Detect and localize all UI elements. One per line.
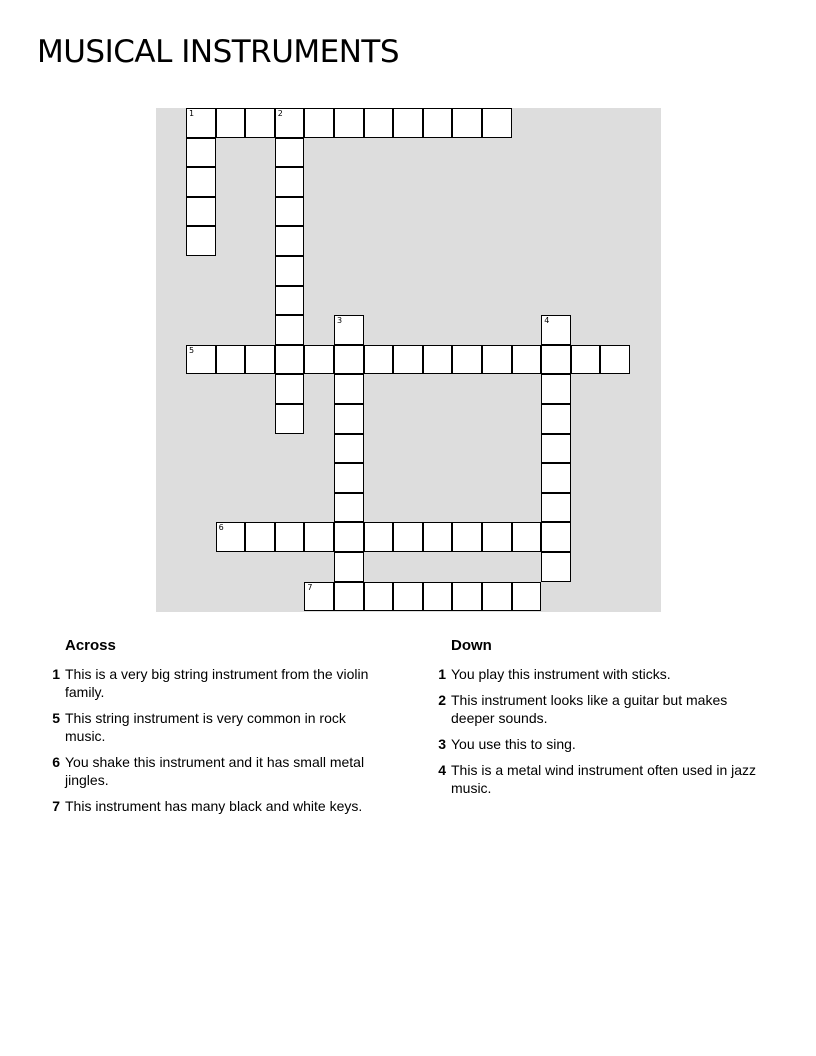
- grid-cell[interactable]: [482, 582, 512, 612]
- cell-number: 7: [307, 582, 313, 592]
- grid-cell[interactable]: [304, 522, 334, 552]
- grid-cell[interactable]: [452, 582, 482, 612]
- grid-cell[interactable]: [216, 345, 246, 375]
- grid-cell[interactable]: [216, 522, 246, 552]
- grid-cell[interactable]: [364, 522, 394, 552]
- grid-cell[interactable]: [275, 404, 305, 434]
- grid-cell[interactable]: [541, 434, 571, 464]
- clue-across-1: [40, 665, 390, 701]
- clue-text: This is a very big string instrument from the violin family.: [65, 666, 369, 700]
- across-heading: Across: [65, 637, 116, 654]
- grid-cell[interactable]: [186, 138, 216, 168]
- grid-cell[interactable]: [452, 522, 482, 552]
- clue-down-3: [426, 735, 771, 753]
- down-heading: Down: [451, 637, 492, 654]
- cell-number: 6: [218, 523, 224, 533]
- clue-down-1: [426, 665, 771, 683]
- grid-cell[interactable]: [275, 197, 305, 227]
- grid-cell[interactable]: [334, 315, 364, 345]
- across-clues: [40, 637, 390, 823]
- grid-cell[interactable]: [482, 108, 512, 138]
- cell-number: 5: [189, 345, 195, 355]
- clue-text: This string instrument is very common in rock music.: [65, 710, 346, 744]
- grid-cell[interactable]: [334, 493, 364, 523]
- grid-cell[interactable]: [334, 463, 364, 493]
- clue-number: 3: [438, 736, 446, 752]
- grid-cell[interactable]: [186, 197, 216, 227]
- grid-cell[interactable]: [334, 345, 364, 375]
- grid-cell[interactable]: [393, 582, 423, 612]
- cell-number: 1: [189, 109, 195, 118]
- grid-cell[interactable]: [304, 582, 334, 612]
- clue-text: This instrument looks like a guitar but makes deeper sounds.: [451, 692, 728, 726]
- grid-cell[interactable]: [364, 345, 394, 375]
- grid-cell[interactable]: [541, 493, 571, 523]
- grid-cell[interactable]: [275, 374, 305, 404]
- clue-number: 2: [438, 692, 446, 708]
- clue-across-5: [40, 709, 390, 745]
- clue-number: 1: [52, 666, 60, 682]
- grid-cell[interactable]: [452, 345, 482, 375]
- clue-number: 6: [52, 754, 60, 770]
- grid-cell[interactable]: [482, 345, 512, 375]
- grid-cell[interactable]: [482, 522, 512, 552]
- grid-cell[interactable]: [304, 345, 334, 375]
- grid-cell[interactable]: [304, 108, 334, 138]
- grid-cell[interactable]: [334, 108, 364, 138]
- grid-cell[interactable]: [600, 345, 630, 375]
- clue-text: This instrument has many black and white keys.: [65, 798, 363, 814]
- clue-number: 4: [438, 762, 446, 778]
- grid-cell[interactable]: [186, 345, 216, 375]
- clue-number: 7: [52, 798, 60, 814]
- clue-down-4: [426, 761, 771, 797]
- grid-cell[interactable]: [423, 108, 453, 138]
- grid-cell[interactable]: [364, 582, 394, 612]
- clue-down-2: [426, 691, 771, 727]
- clue-across-6: [40, 753, 390, 789]
- grid-cell[interactable]: [541, 552, 571, 582]
- cell-number: 3: [337, 316, 343, 326]
- grid-cell[interactable]: [393, 522, 423, 552]
- clue-text: This is a metal wind instrument often used in jazz music.: [451, 762, 757, 796]
- grid-cell[interactable]: [186, 167, 216, 197]
- grid-cell[interactable]: [334, 552, 364, 582]
- down-clues: [426, 637, 771, 805]
- grid-cell[interactable]: [275, 345, 305, 375]
- clue-text: You shake this instrument and it has small metal jingles.: [65, 754, 365, 788]
- grid-cell[interactable]: [334, 434, 364, 464]
- grid-cell[interactable]: [541, 522, 571, 552]
- grid-cell[interactable]: [275, 167, 305, 197]
- grid-cell[interactable]: [334, 374, 364, 404]
- grid-cell[interactable]: [423, 522, 453, 552]
- grid-cell[interactable]: [186, 108, 216, 138]
- grid-cell[interactable]: [245, 522, 275, 552]
- grid-cell[interactable]: [245, 345, 275, 375]
- page-title: MUSICAL INSTRUMENTS: [37, 34, 400, 70]
- grid-cell[interactable]: [512, 345, 542, 375]
- grid-cell[interactable]: [275, 286, 305, 316]
- clue-across-7: [40, 797, 390, 815]
- grid-cell[interactable]: [275, 315, 305, 345]
- grid-cell[interactable]: [541, 374, 571, 404]
- cell-number: 4: [544, 316, 550, 326]
- grid-cell[interactable]: [275, 256, 305, 286]
- grid-cell[interactable]: [571, 345, 601, 375]
- cell-number: 2: [277, 109, 283, 118]
- grid-cell[interactable]: [186, 226, 216, 256]
- grid-cell[interactable]: [541, 463, 571, 493]
- grid-cell[interactable]: [275, 226, 305, 256]
- grid-cell[interactable]: [423, 345, 453, 375]
- grid-cell[interactable]: [423, 582, 453, 612]
- grid-cell[interactable]: [393, 345, 423, 375]
- clue-text: You use this to sing.: [451, 736, 576, 752]
- grid-cell[interactable]: [393, 108, 423, 138]
- grid-cell[interactable]: [245, 108, 275, 138]
- grid-cell[interactable]: [512, 522, 542, 552]
- grid-cell[interactable]: [541, 345, 571, 375]
- clue-text: You play this instrument with sticks.: [451, 666, 671, 682]
- grid-cell[interactable]: [541, 315, 571, 345]
- grid-cell[interactable]: [452, 108, 482, 138]
- grid-cell[interactable]: [216, 108, 246, 138]
- clue-number: 1: [438, 666, 446, 682]
- clue-number: 5: [52, 710, 60, 726]
- grid-cell[interactable]: [275, 138, 305, 168]
- grid-cell[interactable]: [334, 582, 364, 612]
- grid-cell[interactable]: [512, 582, 542, 612]
- grid-cell[interactable]: [334, 522, 364, 552]
- grid-cell[interactable]: [541, 404, 571, 434]
- grid-cell[interactable]: [275, 522, 305, 552]
- grid-cell[interactable]: [364, 108, 394, 138]
- grid-cell[interactable]: [334, 404, 364, 434]
- grid-cell[interactable]: [275, 108, 305, 138]
